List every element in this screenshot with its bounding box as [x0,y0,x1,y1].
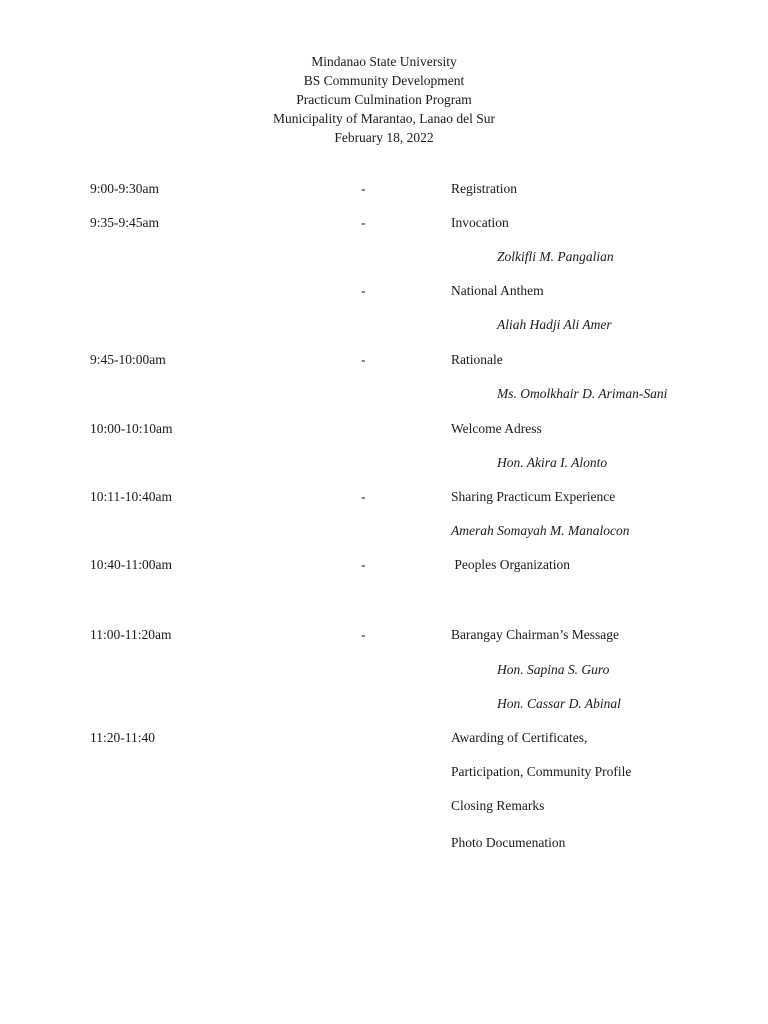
speaker-name: Hon. Sapina S. Guro [497,662,610,677]
time-slot: 9:35-9:45am [90,215,159,230]
activity: Invocation [451,215,509,230]
speaker-name: Aliah Hadji Ali Amer [497,317,612,332]
speaker-name: Zolkifli M. Pangalian [497,249,614,264]
schedule-row [0,385,768,403]
time-slot: 9:45-10:00am [90,352,166,367]
activity: Closing Remarks [451,798,545,813]
program-title: Practicum Culmination Program [296,92,472,107]
separator-dash: - [361,627,366,642]
activity: Welcome Adress [451,421,542,436]
document-header [0,52,768,147]
schedule-row [0,180,768,198]
activity: Registration [451,181,517,196]
schedule-row [0,420,768,438]
time-slot: 11:00-11:20am [90,627,172,642]
separator-dash: - [361,283,366,298]
time-slot: 10:00-10:10am [90,421,173,436]
separator-dash: - [361,557,366,572]
schedule-row [0,729,768,747]
activity: Peoples Organization [451,557,570,572]
schedule-row [0,797,768,815]
separator-dash: - [361,181,366,196]
activity: National Anthem [451,283,544,298]
schedule-row [0,454,768,472]
schedule-row [0,695,768,713]
time-slot: 11:20-11:40 [90,730,155,745]
schedule-row [0,626,768,644]
activity: Sharing Practicum Experience [451,489,616,504]
time-slot: 10:40-11:00am [90,557,172,572]
speaker-name: Hon. Akira I. Alonto [497,455,608,470]
activity: Rationale [451,352,503,367]
separator-dash: - [361,215,366,230]
program-degree: BS Community Development [303,73,465,88]
speaker-name: Amerah Somayah M. Manalocon [451,523,630,538]
schedule-row [0,248,768,266]
schedule-row [0,282,768,300]
speaker-name: Hon. Cassar D. Abinal [497,696,621,711]
activity: Participation, Community Profile [451,764,632,779]
program-location: Municipality of Marantao, Lanao del Sur [273,111,495,126]
separator-dash: - [361,489,366,504]
speaker-name: Ms. Omolkhair D. Ariman-Sani [497,386,668,401]
activity: Awarding of Certificates, [451,730,588,745]
separator-dash: - [361,352,366,367]
university-name: Mindanao State University [311,54,457,69]
schedule-row [0,834,768,852]
time-slot: 10:11-10:40am [90,489,172,504]
schedule-row [0,316,768,334]
schedule-row [0,522,768,540]
time-slot: 9:00-9:30am [90,181,159,196]
schedule-row [0,214,768,232]
schedule-row [0,763,768,781]
activity: Barangay Chairman’s Message [451,627,619,642]
schedule-row [0,661,768,679]
schedule-row [0,351,768,369]
activity: Photo Documenation [451,835,566,850]
schedule-row [0,488,768,506]
program-date: February 18, 2022 [334,130,434,145]
schedule-row [0,556,768,574]
